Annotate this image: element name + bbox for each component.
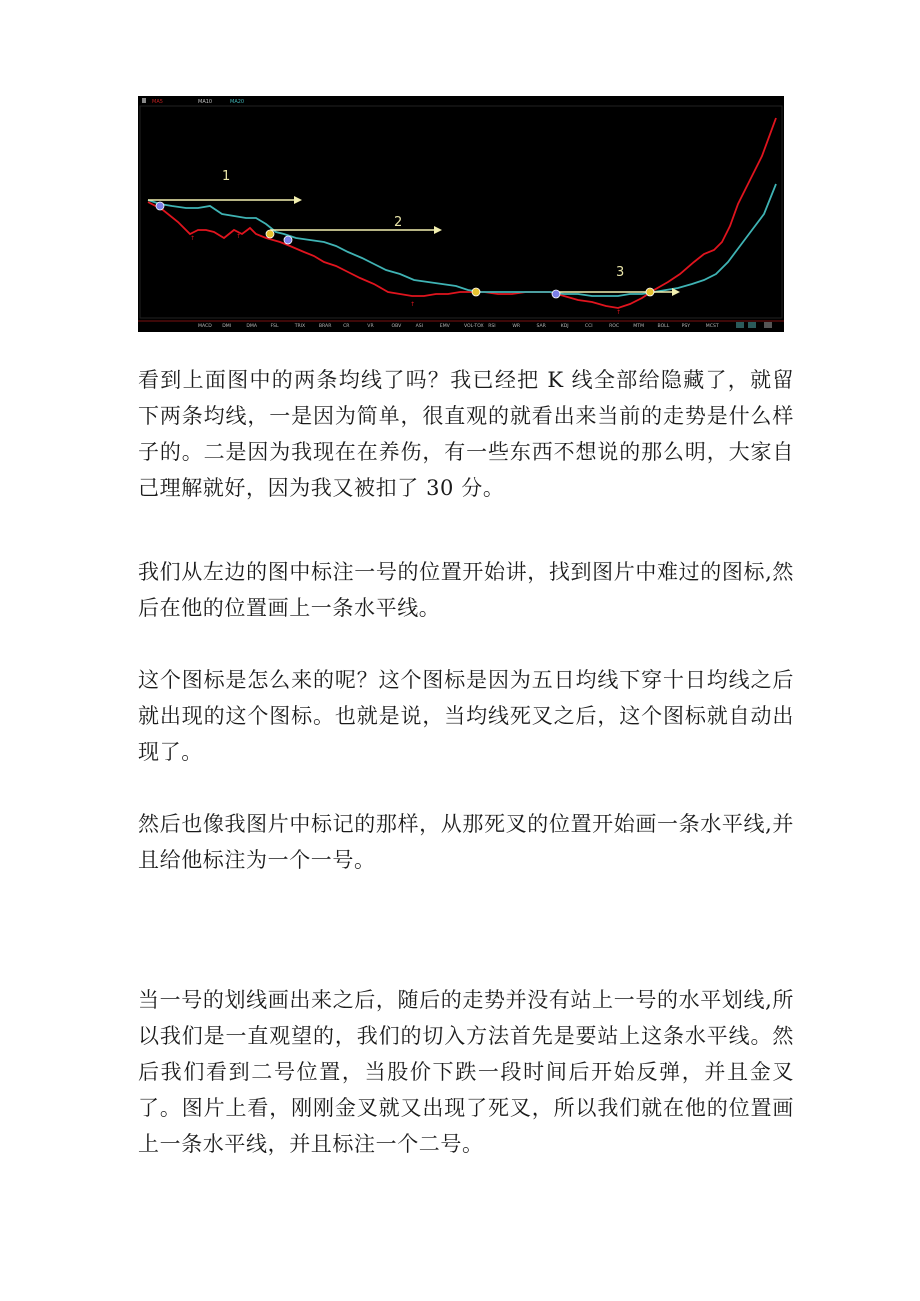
indicator-tab-vol-tox[interactable]: VOL-TOX (464, 324, 484, 329)
indicator-tab-brar[interactable]: BRAR (318, 324, 332, 329)
indicator-tab-kdj[interactable]: KDJ (560, 324, 569, 329)
indicator-tab-rsi[interactable]: RSI (488, 324, 496, 329)
header-ma10-label: MA10 (198, 99, 213, 105)
indicator-tab-fsl[interactable]: FSL (270, 324, 279, 329)
arrow-1-head (294, 196, 302, 204)
indicator-tab-dma[interactable]: DMA (246, 324, 258, 329)
annotation-label-1: 1 (222, 169, 231, 184)
annotation-label-2: 2 (394, 215, 403, 230)
indicator-tab-cr[interactable]: CR (343, 324, 350, 329)
indicator-tab-cci[interactable]: CCI (584, 324, 593, 329)
arrow-2 (270, 226, 442, 234)
header-ma5-label: MA5 (152, 99, 163, 105)
indicator-tab-mtm[interactable]: MTM (633, 324, 645, 329)
paragraph-4: 然后也像我图片中标记的那样，从那死叉的位置开始画一条水平线,并且给他标注为一个一号。 (138, 812, 794, 872)
low-marker-icon: ↑ (190, 235, 196, 242)
indicator-tab-bar (198, 323, 719, 329)
low-marker-icon: ↑ (236, 233, 242, 240)
indicator-tab-trix[interactable]: TRIX (294, 324, 306, 329)
tab-menu-icon[interactable] (764, 322, 772, 328)
annotation-label-3: 3 (616, 265, 625, 280)
tab-scroll-right-icon[interactable] (748, 322, 756, 328)
indicator-tab-dmi[interactable]: DMI (222, 324, 232, 329)
header-icon (142, 98, 146, 103)
arrow-1 (148, 196, 302, 204)
indicator-tab-psy[interactable]: PSY (681, 324, 691, 329)
header-ma20-label: MA20 (230, 99, 245, 105)
indicator-tab-obv[interactable]: OBV (391, 324, 402, 329)
indicator-tab-emv[interactable]: EMV (439, 324, 450, 329)
indicator-tab-macd[interactable]: MACD (198, 324, 212, 329)
arrow-2-head (434, 226, 442, 234)
paragraph-3: 这个图标是怎么来的呢？这个图标是因为五日均线下穿十日均线之后就出现的这个图标。也就是说，当均线死叉之后，这个图标就自动出现了。 (138, 668, 794, 764)
chart-header (142, 98, 244, 105)
paragraph-1: 看到上面图中的两条均线了吗？我已经把 K 线全部给隐藏了，就留下两条均线，一是因为简单，很直观的就看出来当前的走势是什么样子的。二是因为我现在在养伤，有一些东西不想说的那么明，大家自己理解就好，因为我又被扣了 30 分。 (138, 368, 794, 500)
ma-short-line (148, 118, 776, 308)
indicator-tab-sar[interactable]: SAR (536, 324, 546, 329)
dead-cross-icon (156, 202, 164, 210)
golden-cross-icon (646, 288, 654, 296)
chart-canvas (138, 96, 784, 332)
paragraph-5: 当一号的划线画出来之后，随后的走势并没有站上一号的水平划线,所以我们是一直观望的，我们的切入方法首先是要站上这条水平线。然后我们看到二号位置，当股价下跌一段时间后开始反弹，并且金叉了。图片上看，刚刚金叉就又出现了死叉，所以我们就在他的位置画上一条水平线，并且标注一个二号。 (138, 988, 794, 1156)
indicator-tab-roc[interactable]: ROC (609, 324, 620, 329)
paragraph-2: 我们从左边的图中标注一号的位置开始讲，找到图片中难过的图标,然后在他的位置画上一条水平线。 (138, 560, 794, 620)
dead-cross-icon (552, 290, 560, 298)
tab-scroll-left-icon[interactable] (736, 322, 744, 328)
tab-bar-controls (736, 322, 772, 328)
moving-average-chart (138, 96, 784, 332)
indicator-tab-mcst[interactable]: MCST (705, 324, 719, 329)
indicator-tab-boll[interactable]: BOLL (657, 324, 670, 329)
ma-long-line (148, 184, 776, 296)
low-marker-icon: ↑ (410, 301, 416, 308)
golden-cross-icon (472, 288, 480, 296)
dead-cross-icon (284, 236, 292, 244)
indicator-tab-vr[interactable]: VR (367, 324, 374, 329)
indicator-tab-wr[interactable]: WR (512, 324, 521, 329)
golden-cross-icon (266, 230, 274, 238)
low-marker-icon: ↑ (616, 309, 622, 316)
indicator-tab-asi[interactable]: ASI (415, 324, 424, 329)
